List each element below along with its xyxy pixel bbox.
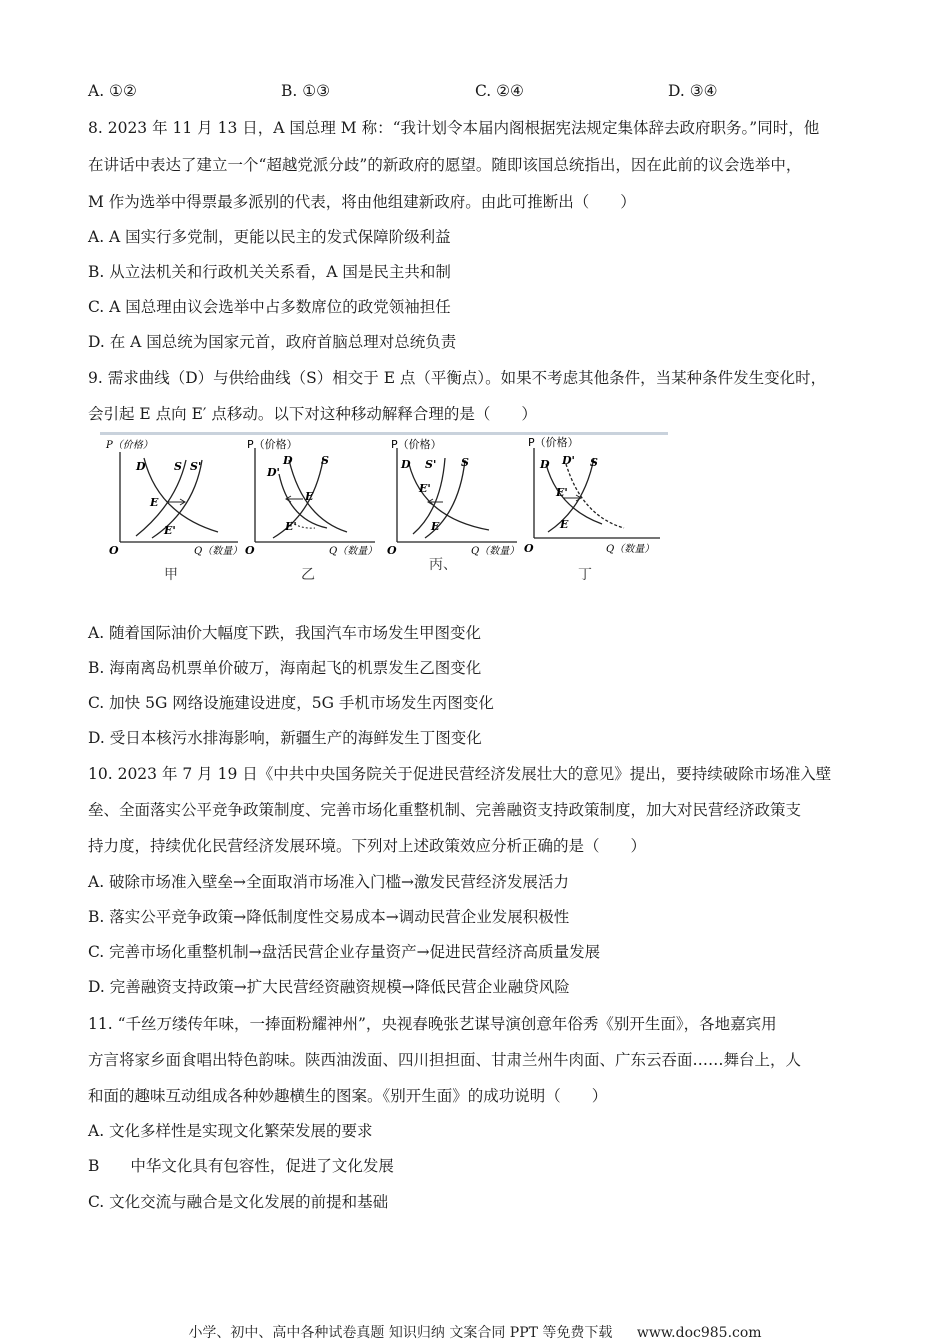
chart-bing-ylabel: P（价格） [391,438,442,451]
q10-stem-line-1: 10. 2023 年 7 月 19 日《中共中央国务院关于促进民营经济发展壮大的意见》提出，要持续破除市场准入壁 [88,765,832,783]
chart-bing-origin: O [387,544,397,557]
chart-bing-caption: 丙、 [429,557,457,573]
q11-stem-line-1: 11. “千丝万缕传年味，一捧面粉耀神州”，央视春晚张艺谋导演创意年俗秀《别开生面》，各地嘉宾用 [88,1015,777,1033]
q9-option-a: A. 随着国际油价大幅度下跌，我国汽车市场发生甲图变化 [88,624,482,642]
q9-option-d: D. 受日本核污水排海影响，新疆生产的海鲜发生丁图变化 [88,729,482,747]
chart-yi-svg [243,434,383,562]
chart-jia-label-s2: S' [190,460,202,473]
chart-bing-label-s2: S' [425,458,437,471]
q9-stem-line-1: 9. 需求曲线（D）与供给曲线（S）相交于 E 点（平衡点）。如果不考虑其他条件，当某种条件发生变化时， [88,369,827,387]
q10-stem-line-2: 垒、全面落实公平竞争政策制度、完善市场化重整机制、完善融资支持政策制度，加大对民营经济政策支 [88,801,802,819]
chart-ding-xlabel: Q（数量） [606,544,655,555]
chart-bing-label-e: E [431,520,440,533]
q8-option-d: D. 在 A 国总统为国家元首，政府首脑总理对总统负责 [88,333,457,351]
chart-jia-origin: O [109,544,119,557]
chart-jia-xlabel: Q（数量） [194,546,243,557]
chart-ding-label-e: E [560,518,569,531]
q11-option-a: A. 文化多样性是实现文化繁荣发展的要求 [88,1122,373,1140]
chart-jia-label-s: S [174,460,182,473]
q10-stem-line-3: 持力度，持续优化民营经济发展环境。下列对上述政策效应分析正确的是（ ） [88,837,647,855]
chart-jia-label-e2: E' [164,524,176,537]
chart-yi [243,434,383,582]
chart-bing-svg [385,434,525,562]
q10-option-a: A. 破除市场准入壁垒→全面取消市场准入门槛→激发民营经济发展活力 [88,873,570,891]
chart-ding-label-d2: D' [562,454,575,467]
chart-bing [385,434,525,582]
chart-yi-origin: O [245,544,255,557]
q11-option-b: B 中华文化具有包容性，促进了文化发展 [88,1157,394,1175]
chart-yi-caption: 乙 [301,567,315,583]
q8-stem-line-3: M 作为选举中得票最多派别的代表，将由他组建新政府。由此可推断出（ ） [88,193,636,211]
chart-ding-label-e2: E' [556,486,568,499]
chart-ding-caption: 丁 [578,567,592,583]
chart-ding-svg [520,434,670,562]
q8-stem-line-1: 8. 2023 年 11 月 13 日，A 国总理 M 称：“我计划令本届内阁根据宪法规定集体辞去政府职务。”同时，他 [88,119,820,137]
prev-option-b: B. ①③ [281,82,331,100]
supply-demand-figures [100,432,670,582]
footer-text: 小学、初中、高中各种试卷真题 知识归纳 文案合同 PPT 等免费下载 [188,1325,613,1341]
prev-option-c: C. ②④ [475,82,524,100]
chart-jia-ylabel: P（价格） [106,440,153,451]
q11-stem-line-2: 方言将家乡面食唱出特色韵味。陕西油泼面、四川担担面、甘肃兰州牛肉面、广东云吞面……舞台上，人 [88,1051,802,1069]
prev-option-a: A. ①② [88,82,137,100]
q11-stem-line-3: 和面的趣味互动组成各种妙趣横生的图案。《别开生面》的成功说明（ ） [88,1087,608,1105]
chart-bing-label-s: S [461,456,469,469]
q11-option-c: C. 文化交流与融合是文化发展的前提和基础 [88,1193,389,1211]
chart-ding-ylabel: P（价格） [528,436,579,449]
footer-site-link[interactable]: www.doc985.com [636,1325,762,1341]
chart-jia-svg [106,434,246,562]
chart-ding-label-d: D [540,458,550,471]
chart-bing-label-e2: E' [419,482,431,495]
q9-stem-line-2: 会引起 E 点向 E′ 点移动。以下对这种移动解释合理的是（ ） [88,405,537,423]
chart-ding [520,434,660,582]
q8-option-c: C. A 国总理由议会选举中占多数席位的政党领袖担任 [88,298,451,316]
chart-ding-label-s: S [590,456,598,469]
q8-option-a: A. A 国实行多党制，更能以民主的发式保障阶级利益 [88,228,451,246]
chart-yi-label-e2: E' [285,520,297,533]
prev-option-d: D. ③④ [668,82,718,100]
chart-jia-caption: 甲 [164,567,178,583]
chart-yi-label-d2: D' [267,466,280,479]
q9-option-c: C. 加快 5G 网络设施建设进度，5G 手机市场发生丙图变化 [88,694,494,712]
q8-stem-line-2: 在讲话中表达了建立一个“超越党派分歧”的新政府的愿望。随即该国总统指出，因在此前的议会选举中， [88,156,802,174]
chart-yi-label-s: S [321,454,329,467]
chart-jia-label-d: D [136,460,146,473]
chart-yi-label-e: E [305,490,314,503]
chart-jia-label-e: E [150,496,159,509]
chart-bing-label-d: D [401,458,411,471]
chart-bing-xlabel: Q（数量） [471,546,520,557]
q10-option-d: D. 完善融资支持政策→扩大民营经资融资规模→降低民营企业融贷风险 [88,978,570,996]
chart-jia [106,434,246,582]
q8-option-b: B. 从立法机关和行政机关关系看，A 国是民主共和制 [88,263,451,281]
q9-option-b: B. 海南离岛机票单价破万，海南起飞的机票发生乙图变化 [88,659,482,677]
chart-yi-ylabel: P（价格） [247,438,298,451]
chart-yi-label-d: D [283,454,293,467]
chart-yi-xlabel: Q（数量） [329,546,378,557]
q10-option-c: C. 完善市场化重整机制→盘活民营企业存量资产→促进民营经济高质量发展 [88,943,601,961]
chart-ding-origin: O [524,542,534,555]
page-footer [0,1322,950,1342]
q10-option-b: B. 落实公平竞争政策→降低制度性交易成本→调动民营企业发展积极性 [88,908,570,926]
